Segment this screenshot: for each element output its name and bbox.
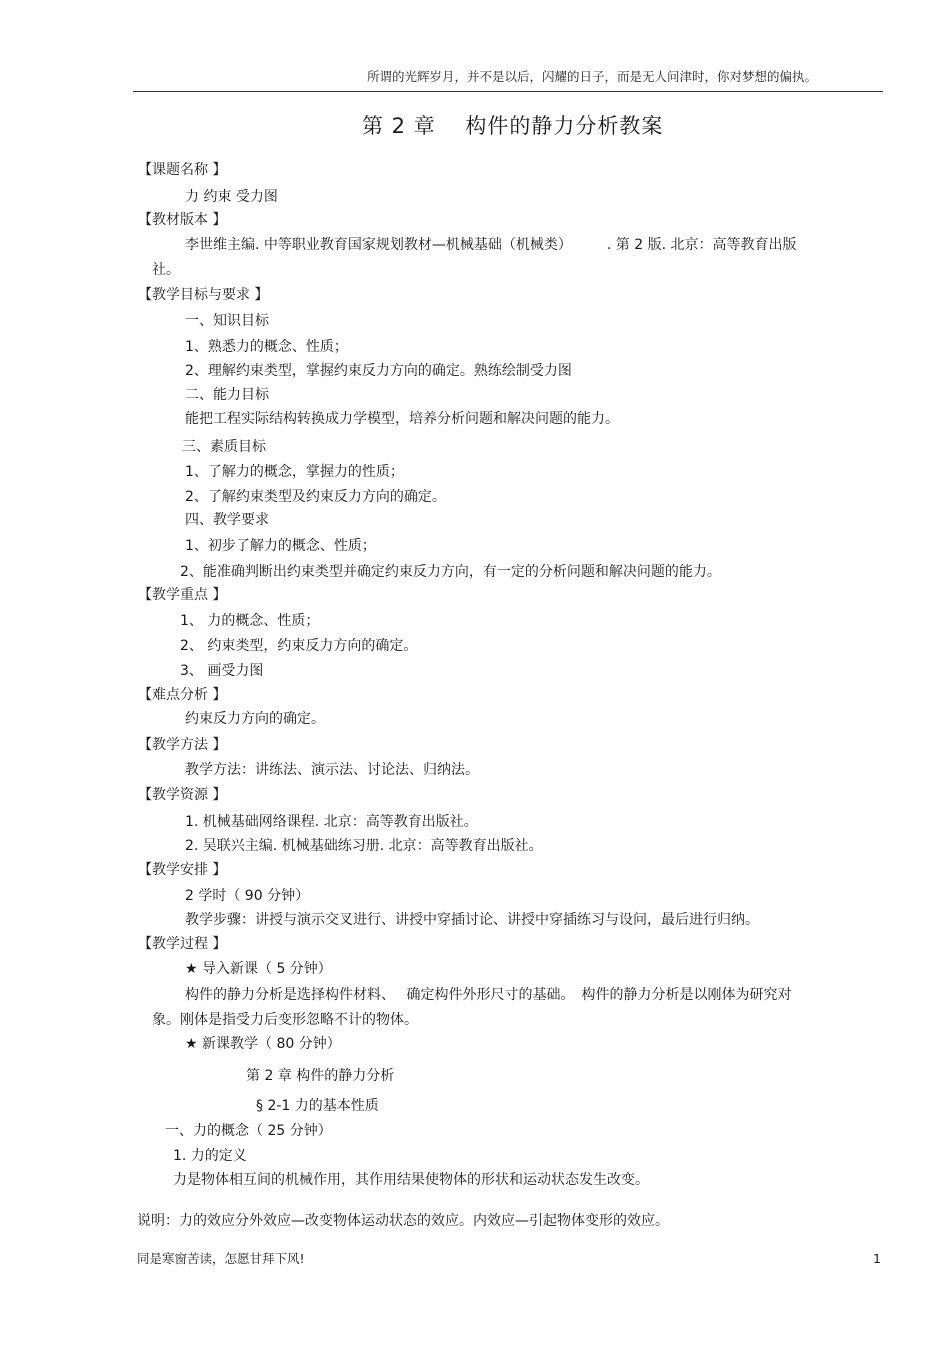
body-line: 力是物体相互间的机械作用，其作用结果使物体的形状和运动状态发生改变。 <box>173 1172 649 1188</box>
body-line: 2、能准确判断出约束类型并确定约束反力方向，有一定的分析问题和解决问题的能力。 <box>180 564 721 580</box>
section-subtitle: § 2-1 力的基本性质 <box>256 1098 379 1114</box>
body-line: 象。刚体是指受力后变形忽略不计的物体。 <box>152 1012 418 1028</box>
page-number: 1 <box>873 1251 881 1266</box>
subheading: 一、知识目标 <box>185 313 269 329</box>
subheading: 四、教学要求 <box>185 512 269 528</box>
body-line: 3、 画受力图 <box>180 663 264 679</box>
body-line: 1、了解力的概念，掌握力的性质； <box>185 464 404 480</box>
subheading: 1. 力的定义 <box>173 1148 247 1164</box>
body-line: 教学步骤：讲授与演示交叉进行、讲授中穿插讨论、讲授中穿插练习与设问，最后进行归纳。 <box>185 912 759 928</box>
body-line: 教学方法：讲练法、演示法、讨论法、归纳法。 <box>185 762 479 778</box>
body-line: 1、熟悉力的概念、性质； <box>185 339 348 355</box>
body-line: 社。 <box>152 262 180 278</box>
body-line: 2、 约束类型，约束反力方向的确定。 <box>180 638 418 654</box>
section-label: 【教学过程 】 <box>138 936 227 952</box>
body-line: 说明：力的效应分外效应—改变物体运动状态的效应。内效应—引起物体变形的效应。 <box>137 1213 669 1229</box>
body-line: 能把工程实际结构转换成力学模型，培养分析问题和解决问题的能力。 <box>185 411 619 427</box>
body-line: 约束反力方向的确定。 <box>185 711 325 727</box>
body-line: 1、初步了解力的概念、性质； <box>185 538 376 554</box>
section-label: 【教材版本 】 <box>138 212 227 228</box>
body-line: 2、理解约束类型，掌握约束反力方向的确定。熟练绘制受力图 <box>185 363 572 379</box>
subheading: 一、力的概念（ 25 分钟） <box>165 1123 332 1139</box>
section-label: 【教学安排 】 <box>138 862 227 878</box>
body-line: ★ 新课教学（ 80 分钟） <box>185 1036 341 1052</box>
footer-left: 同是寒窗苦读，怎愿甘拜下风! <box>137 1251 305 1266</box>
body-line: 1. 机械基础网络课程. 北京：高等教育出版社。 <box>185 814 478 830</box>
section-label: 【课题名称 】 <box>138 162 227 178</box>
page-title: 第 2 章 构件的静力分析教案 <box>362 114 664 138</box>
body-line: 2. 吴联兴主编. 机械基础练习册. 北京：高等教育出版社。 <box>185 838 543 854</box>
section-label: 【教学方法 】 <box>138 737 227 753</box>
subheading: 二、能力目标 <box>185 387 269 403</box>
header-motto: 所谓的光辉岁月，并不是以后，闪耀的日子，而是无人问津时，你对梦想的偏执。 <box>367 69 818 84</box>
section-label: 【教学重点 】 <box>138 587 227 603</box>
body-line: 构件的静力分析是选择构件材料、 确定构件外形尺寸的基础。 构件的静力分析是以刚体为研究对 <box>185 987 792 1003</box>
body-line: 力 约束 受力图 <box>185 189 278 205</box>
section-label: 【教学资源 】 <box>138 787 227 803</box>
body-line: 李世维主编. 中等职业教育国家规划教材—机械基础（机械类） . 第 2 版. 北京：高等教育出版 <box>185 237 797 253</box>
header-rule <box>133 91 883 92</box>
body-line: 1、 力的概念、性质； <box>180 613 320 629</box>
body-line: 2、了解约束类型及约束反力方向的确定。 <box>185 489 446 505</box>
section-label: 【教学目标与要求 】 <box>138 287 269 303</box>
section-label: 【难点分析 】 <box>138 687 227 703</box>
body-line: ★ 导入新课（ 5 分钟） <box>185 961 332 977</box>
subheading: 三、素质目标 <box>182 439 266 455</box>
chapter-subtitle: 第 2 章 构件的静力分析 <box>246 1068 395 1084</box>
body-line: 2 学时（ 90 分钟） <box>185 888 310 904</box>
